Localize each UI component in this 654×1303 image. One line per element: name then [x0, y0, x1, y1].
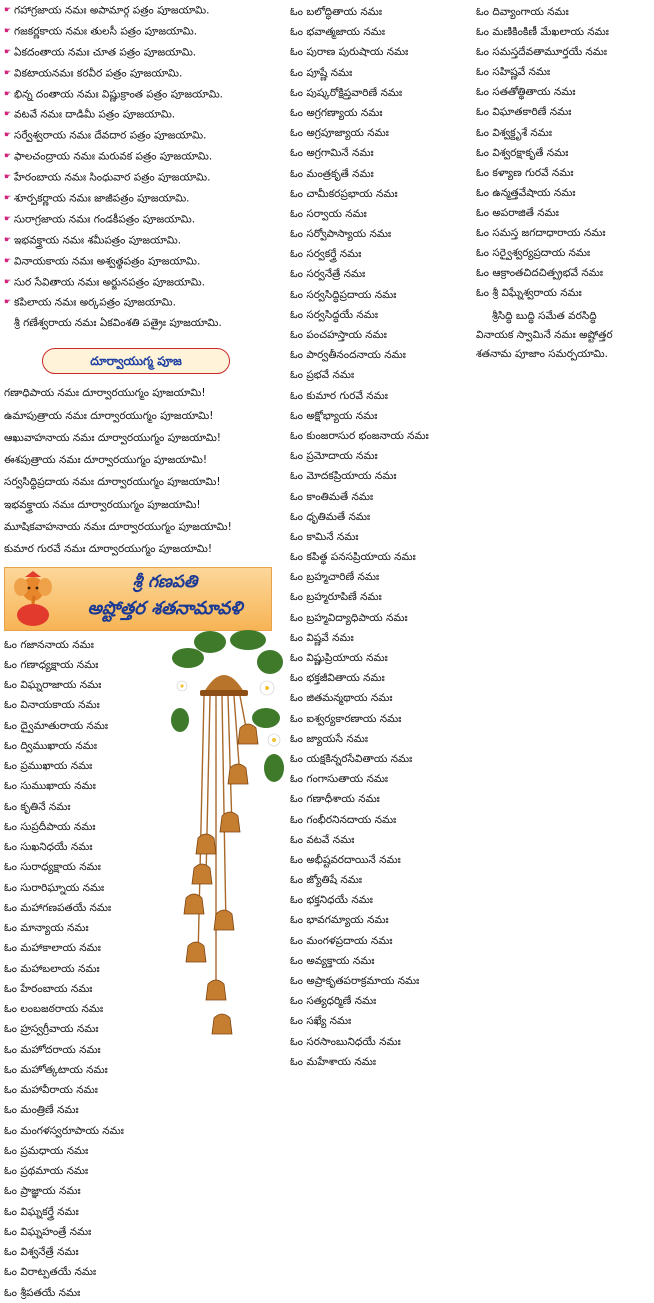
name-item [476, 203, 651, 223]
name-item-text: ఓం విఘాతకారిణే నమః [476, 106, 572, 119]
name-item-text: ఓం జ్యోతిషే నమః [290, 874, 362, 887]
name-item [290, 143, 460, 163]
patra-pooja-item [4, 272, 284, 293]
name-item-text: ఓం అగ్రపూజ్యాయ నమః [290, 127, 389, 140]
name-item-text: ఓం సర్వకర్త్రే నమః [290, 248, 362, 261]
durva-pooja-item [4, 538, 284, 560]
name-item-text: ఓం ప్రమోదాయ నమః [290, 450, 378, 463]
name-item-text: ఓం సురారిఘ్నాయ నమః [4, 881, 105, 894]
name-item [290, 2, 460, 22]
patra-pooja-item-text: సుర సేవితాయ నమః అర్జునపత్రం పూజయామి. [14, 276, 205, 289]
name-item-text: ఓం సమస్త జగదాధారాయ నమః [476, 227, 606, 240]
name-item [476, 42, 651, 62]
name-item-text: ఓం సర్వసిద్ధిప్రదాయ నమః [290, 288, 397, 301]
name-item [290, 22, 460, 42]
patra-pooja-list [4, 0, 284, 334]
pointing-hand-icon: ☛ [4, 5, 12, 14]
name-item [4, 1181, 284, 1201]
name-item [4, 1141, 284, 1161]
name-item-text: ఓం మణికింకిణీ మేఖలాయ నమః [476, 26, 609, 39]
name-item-text: ఓం ధృతిమతే నమః [290, 510, 371, 523]
name-item-text: ఓం బ్రహ్మచారిణే నమః [290, 571, 380, 584]
names-list-col3 [476, 2, 651, 303]
name-item-text: ఓం కుంజరాసుర భంజనాయ నమః [290, 429, 429, 442]
middle-column [290, 0, 460, 1072]
names-list-col2 [290, 2, 460, 1072]
banner-title-line1: శ్రీ గణపతి [132, 571, 198, 592]
name-item [476, 2, 651, 22]
pointing-hand-icon: ☛ [4, 234, 12, 244]
patra-pooja-item-text: ఇభవక్త్రాయ నమః శమీపత్రం పూజయామి. [14, 234, 182, 247]
name-item-text: ఓం విఘ్నహంత్రే నమః [4, 1225, 92, 1238]
banner-title-line2: అష్టోత్తర శతనామావళి [87, 597, 243, 619]
name-item [4, 1060, 284, 1080]
pointing-hand-icon: ☛ [4, 193, 12, 203]
name-item [290, 830, 460, 850]
name-item [290, 103, 460, 123]
name-item [290, 224, 460, 244]
name-item-text: ఓం సుఖనిధయే నమః [4, 841, 93, 854]
name-item [4, 1121, 284, 1141]
durva-pooja-item-text: ఉమాపుత్రాయ నమః దూర్వారయుగ్మం పూజయామి! [4, 409, 214, 422]
name-item [290, 446, 460, 466]
name-item-text: ఓం అభీష్టవరదాయినే నమః [290, 853, 401, 866]
name-item-text: ఓం సమస్తదేవతామూర్తయే నమః [476, 46, 607, 59]
name-item-text: ఓం పురాణ పురుషాయ నమః [290, 46, 409, 59]
name-item-text: ఓం వటవే నమః [290, 833, 355, 846]
name-item-text: ఓం విరాట్పతయే నమః [4, 1266, 97, 1279]
patra-pooja-item-text: ఏకదంతాయ నమః చూత పత్రం పూజయామి. [14, 46, 197, 59]
name-item-text: ఓం శ్రీపతయే నమః [4, 1286, 81, 1299]
name-item-text: ఓం ఆక్రాంతచిదచిత్ప్రభవే నమః [476, 267, 603, 280]
name-item-text: ఓం వినాయకాయ నమః [4, 699, 100, 712]
name-item-text: ఓం సర్వాయ నమః [290, 207, 367, 220]
pointing-hand-icon: ☛ [4, 297, 12, 307]
durva-pooja-item-text: గణాధిపాయ నమః దూర్వారయుగ్మం పూజయామి! [4, 387, 206, 400]
name-item [290, 42, 460, 62]
name-item-text: ఓం సతతోత్థితాయ నమః [476, 86, 576, 99]
name-item [4, 1100, 284, 1120]
name-item-text: ఓం సర్వైశ్వర్యప్రదాయ నమః [476, 247, 591, 260]
durva-pooja-list [4, 382, 284, 560]
pointing-hand-icon: ☛ [4, 46, 12, 56]
name-item [4, 1040, 284, 1060]
name-item [290, 587, 460, 607]
name-item [476, 263, 651, 283]
patra-pooja-item-text: ఫాలచంద్రాయ నమః మరువక పత్రం పూజయామి. [14, 150, 213, 163]
name-item-text: ఓం అపరాజితే నమః [476, 206, 559, 219]
patra-pooja-item [4, 104, 284, 125]
name-item-text: ఓం సురాధ్యక్షాయ నమః [4, 861, 101, 874]
patra-pooja-item-text: శ్రీ గణేశ్వరాయ నమః ఏకవింశతి పత్రైః పూజయామి. [14, 317, 222, 330]
name-item [290, 164, 460, 184]
name-item [290, 729, 460, 749]
name-item [290, 709, 460, 729]
name-item [4, 1202, 284, 1222]
durva-pooja-heading: దూర్వాయుగ్మ పూజ [42, 348, 230, 374]
patra-pooja-item [4, 313, 284, 334]
name-item [290, 749, 460, 769]
name-item [290, 184, 460, 204]
name-item-text: ఓం గణాధీశాయ నమః [290, 793, 380, 806]
name-item [4, 1161, 284, 1181]
durva-pooja-item [4, 427, 284, 449]
patra-pooja-item [4, 125, 284, 146]
durva-pooja-item-text: ఇభవక్త్రాయ నమః దూర్వారయుగ్మం పూజయామి! [4, 498, 201, 511]
pointing-hand-icon: ☛ [4, 255, 12, 265]
name-item-text: ఓం మాన్యాయ నమః [4, 922, 89, 935]
name-item-text: ఓం విష్ణుప్రియాయ నమః [290, 652, 388, 664]
name-item [290, 931, 460, 951]
patra-pooja-item-text: గజకర్ణకాయ నమః తులసీ పత్రం పూజయామి. [14, 25, 198, 38]
patra-pooja-item [4, 21, 284, 42]
name-item [290, 608, 460, 628]
durva-pooja-item-text: ఈశపుత్రాయ నమః దూర్వారయుగ్మం పూజయామి! [4, 454, 208, 467]
pointing-hand-icon: ☛ [4, 213, 12, 223]
name-item [290, 345, 460, 365]
durva-pooja-item-text: సర్వసిద్ధిప్రదాయ నమః దూర్వారయుగ్మం పూజయామి! [4, 476, 221, 489]
name-item-text: ఓం హేరంబాయ నమః [4, 982, 93, 995]
durva-pooja-item [4, 471, 284, 493]
patra-pooja-item [4, 209, 284, 230]
name-item-text: ఓం సహిష్ణవే నమః [476, 66, 551, 79]
patra-pooja-item [4, 251, 284, 272]
pointing-hand-icon: ☛ [4, 67, 12, 77]
name-item-text: ఓం బలోద్ధితాయ నమః [290, 6, 382, 18]
name-item [290, 285, 460, 305]
patra-pooja-item [4, 188, 284, 209]
name-item [290, 406, 460, 426]
pointing-hand-icon: ☛ [4, 151, 12, 161]
name-item [4, 1283, 284, 1303]
name-item [290, 507, 460, 527]
name-item-text: ఓం జ్యాయసే నమః [290, 732, 368, 745]
patra-pooja-item-text: వికటాయనమః కరవీర పత్రం పూజయామి. [14, 67, 183, 80]
name-item [290, 527, 460, 547]
hanging-bells-image [170, 628, 284, 1042]
name-item [290, 83, 460, 103]
name-item-text: ఓం మహేశాయ నమః [290, 1055, 376, 1068]
pointing-hand-icon: ☛ [4, 25, 12, 35]
name-item-text: ఓం ప్రభవే నమః [290, 369, 355, 382]
name-item [290, 810, 460, 830]
name-item-text: ఓం భక్తనిధయే నమః [290, 894, 373, 907]
name-item-text: ఓం సర్వసిద్ధయే నమః [290, 308, 378, 321]
name-item [290, 910, 460, 930]
name-item-text: ఓం భక్తజీవితాయ నమః [290, 672, 385, 685]
name-item-text: ఓం చామీకరప్రభాయ నమః [290, 187, 398, 200]
name-item-text: ఓం లంబజఠరాయ నమః [4, 1003, 104, 1016]
closing-prayer [476, 307, 651, 364]
name-item-text: ఓం అగ్రగామినే నమః [290, 147, 374, 160]
patra-pooja-item [4, 292, 284, 313]
name-item-text: ఓం విశ్వక్దృశే నమః [476, 126, 553, 139]
name-item-text: ఓం కపిత్థ పనసప్రియాయ నమః [290, 551, 416, 564]
name-item [290, 971, 460, 991]
patra-pooja-item [4, 42, 284, 63]
patra-pooja-item [4, 167, 284, 188]
name-item [290, 688, 460, 708]
closing-line-1: శ్రీసిద్ధి బుద్ధి సమేత వరసిద్ధి [492, 310, 597, 323]
name-item [290, 789, 460, 809]
name-item [290, 991, 460, 1011]
name-item [476, 183, 651, 203]
name-item-text: ఓం మహావీరాయ నమః [4, 1084, 98, 1097]
pointing-hand-icon: ☛ [4, 130, 12, 140]
name-item [290, 487, 460, 507]
name-item [290, 123, 460, 143]
right-column [476, 0, 651, 364]
name-item-text: ఓం మహాబలాయ నమః [4, 962, 100, 975]
name-item-text: ఓం గంభీరనినదాయ నమః [290, 813, 397, 826]
name-item-text: ఓం పూష్ణే నమః [290, 66, 353, 79]
name-item-text: ఓం అక్షోభ్యాయ నమః [290, 409, 378, 422]
durva-pooja-item-text: ఆఖువాహనాయ నమః దూర్వారయుగ్మం పూజయామి! [4, 431, 222, 444]
patra-pooja-item-text: వినాయకాయ నమః అశ్వత్థపత్రం పూజయామి. [14, 255, 201, 268]
name-item-text: ఓం విఘ్నరాజాయ నమః [4, 679, 102, 692]
name-item-text: ఓం సరసాంబునిధయే నమః [290, 1035, 401, 1048]
name-item [290, 668, 460, 688]
patra-pooja-item-text: హేరంబాయ నమః సింధువార పత్రం పూజయామి. [14, 171, 211, 184]
name-item [290, 890, 460, 910]
durva-pooja-item [4, 494, 284, 516]
name-item [290, 628, 460, 648]
closing-line-3: శతనామ పూజాం సమర్పయామి. [476, 348, 609, 361]
name-item-text: ఓం జితమన్మథాయ నమః [290, 692, 393, 705]
name-item-text: ఓం ఉన్మత్తవేషాయ నమః [476, 186, 576, 199]
durva-pooja-item [4, 516, 284, 538]
name-item [476, 82, 651, 102]
ashtottara-banner [4, 567, 272, 631]
durva-pooja-item [4, 405, 284, 427]
name-item-text: ఓం కళ్యాణ గురవే నమః [476, 166, 574, 179]
name-item-text: ఓం మంత్రకృతే నమః [290, 167, 374, 180]
patra-pooja-item-text: సురాగ్రజాయ నమః గండకీపత్రం పూజయామి. [14, 213, 196, 226]
name-item-text: ఓం ప్రథమాయ నమః [4, 1165, 89, 1178]
name-item-text: ఓం మంత్రిణే నమః [4, 1104, 79, 1117]
patra-pooja-item-text: గహాగ్రజాయ నమః అపామార్గ పత్రం పూజయామి. [14, 4, 210, 17]
patra-pooja-item [4, 84, 284, 105]
name-item-text: ఓం సర్వనేత్రే నమః [290, 268, 366, 281]
name-item-text: ఓం భవాత్మజాయ నమః [290, 26, 385, 39]
name-item-text: ఓం బ్రహ్మవిద్యాధిపాయ నమః [290, 611, 408, 624]
name-item-text: ఓం మోదకప్రియాయ నమః [290, 470, 397, 483]
name-item [290, 1052, 460, 1072]
patra-pooja-item-text: వటవే నమః దాడిమీ పత్రం పూజయామి. [14, 108, 176, 121]
name-item-text: ఓం గజాననాయ నమః [4, 638, 94, 651]
ganesha-image [11, 571, 55, 627]
name-item [290, 870, 460, 890]
name-item-text: ఓం భావగమ్యాయ నమః [290, 914, 389, 927]
patra-pooja-item [4, 63, 284, 84]
name-item-text: ఓం ప్రమధాయ నమః [4, 1144, 89, 1157]
name-item-text: ఓం ఐశ్వర్యకారణాయ నమః [290, 712, 402, 725]
name-item-text: ఓం ద్వైమాతురాయ నమః [4, 719, 109, 732]
name-item-text: ఓం పుష్కరోక్షిప్తవారిణే నమః [290, 86, 403, 99]
name-item [290, 648, 460, 668]
name-item-text: ఓం కృతినే నమః [4, 800, 71, 813]
name-item-text: ఓం సుప్రదీపాయ నమః [4, 820, 96, 833]
name-item [290, 547, 460, 567]
pointing-hand-icon: ☛ [4, 109, 12, 119]
patra-pooja-item [4, 146, 284, 167]
name-item [290, 63, 460, 83]
name-item [4, 1080, 284, 1100]
name-item-text: ఓం విశ్వరక్షాకృతే నమః [476, 146, 569, 159]
patra-pooja-item [4, 0, 284, 21]
durva-pooja-item-text: కుమార గురవే నమః దూర్వారయుగ్మం పూజయామి! [4, 543, 213, 556]
name-item [290, 365, 460, 385]
name-item-text: ఓం ద్విముఖాయ నమః [4, 739, 97, 752]
name-item-text: ఓం పంచహస్తాయ నమః [290, 329, 387, 341]
name-item [476, 62, 651, 82]
name-item [290, 244, 460, 264]
name-item-text: ఓం అగ్రగణ్యాయ నమః [290, 106, 383, 119]
name-item-text: ఓం మహోదరాయ నమః [4, 1043, 101, 1056]
name-item-text: ఓం మహాకాలాయ నమః [4, 942, 101, 955]
name-item-text: ఓం ప్రాజ్ఞాయ నమః [4, 1185, 81, 1198]
name-item-text: ఓం సత్యధర్మిణే నమః [290, 995, 377, 1008]
name-item [476, 22, 651, 42]
durva-pooja-item [4, 449, 284, 471]
name-item-text: ఓం సఖ్యే నమః [290, 1015, 352, 1028]
name-item [476, 283, 651, 303]
name-item [476, 223, 651, 243]
name-item [476, 243, 651, 263]
name-item-text: ఓం దివ్యాంగాయ నమః [476, 6, 569, 18]
name-item [290, 1032, 460, 1052]
name-item [290, 951, 460, 971]
patra-pooja-item-text: శూర్పకర్ణాయ నమః జాజీపత్రం పూజయామి. [14, 192, 190, 205]
name-item [4, 1242, 284, 1262]
name-item-text: ఓం ప్రముఖాయ నమః [4, 760, 93, 773]
name-item [290, 204, 460, 224]
name-item [290, 567, 460, 587]
name-item-text: ఓం విఘ్నకర్త్రే నమః [4, 1205, 79, 1218]
name-item-text: ఓం పార్వతీనందనాయ నమః [290, 349, 406, 362]
name-item [290, 264, 460, 284]
name-item [4, 1222, 284, 1242]
name-item [476, 143, 651, 163]
name-item-text: ఓం కామినే నమః [290, 530, 359, 543]
name-item-text: ఓం మంగళస్వరూపాయ నమః [4, 1124, 124, 1137]
closing-line-2: వినాయక స్వామినే నమః అష్టోత్తర [476, 329, 613, 342]
name-item-text: ఓం మంగళప్రదాయ నమః [290, 934, 393, 947]
name-item [290, 325, 460, 345]
name-item-text: ఓం కాంతిమతే నమః [290, 490, 374, 503]
name-item [290, 305, 460, 325]
name-item-text: ఓం మహోత్కటాయ నమః [4, 1063, 108, 1076]
durva-pooja-item-text: మూషికవాహనాయ నమః దూర్వారయుగ్మం పూజయామి! [4, 521, 232, 534]
patra-pooja-item-text: భిన్న దంతాయ నమః విష్ణుక్రాంత పత్రం పూజయామి. [14, 88, 224, 101]
name-item-text: ఓం మహాగణపతయే నమః [4, 901, 112, 914]
patra-pooja-item-text: సర్వేశ్వరాయ నమః దేవదార పత్రం పూజయామి. [14, 129, 207, 142]
name-item-text: ఓం సుముఖాయ నమః [4, 780, 96, 793]
name-item [290, 426, 460, 446]
pointing-hand-icon: ☛ [4, 88, 12, 98]
name-item-text: ఓం అవ్యక్తాయ నమః [290, 954, 375, 967]
name-item-text: ఓం విశ్వనేత్రే నమః [4, 1246, 79, 1259]
name-item-text: ఓం విష్ణవే నమః [290, 631, 354, 644]
name-item [290, 769, 460, 789]
name-item-text: ఓం అప్రాకృతపరాక్రమాయ నమః [290, 975, 420, 987]
name-item-text: ఓం యక్షకిన్నరసేవితాయ నమః [290, 752, 413, 765]
name-item [476, 102, 651, 122]
name-item-text: ఓం సర్వోపాస్యాయ నమః [290, 228, 392, 241]
name-item-text: ఓం శ్రీ విఘ్నేశ్వరాయ నమః [476, 287, 582, 300]
name-item [4, 1262, 284, 1282]
patra-pooja-item-text: కపిలాయ నమః అర్కపత్రం పూజయామి. [14, 296, 176, 309]
durva-pooja-item [4, 382, 284, 404]
pointing-hand-icon: ☛ [4, 276, 12, 286]
name-item [290, 1011, 460, 1031]
patra-pooja-item [4, 230, 284, 251]
name-item-text: ఓం హ్రస్వగ్రీవాయ నమః [4, 1023, 99, 1036]
name-item [290, 386, 460, 406]
pointing-hand-icon: ☛ [4, 172, 12, 182]
name-item-text: ఓం గణాధ్యక్షాయ నమః [4, 658, 99, 671]
name-item-text: ఓం కుమార గురవే నమః [290, 389, 388, 402]
name-item [476, 123, 651, 143]
name-item [290, 466, 460, 486]
name-item [476, 163, 651, 183]
name-item [290, 850, 460, 870]
name-item-text: ఓం బ్రహ్మరూపిణే నమః [290, 591, 382, 604]
name-item-text: ఓం గంగాసుతాయ నమః [290, 773, 389, 786]
